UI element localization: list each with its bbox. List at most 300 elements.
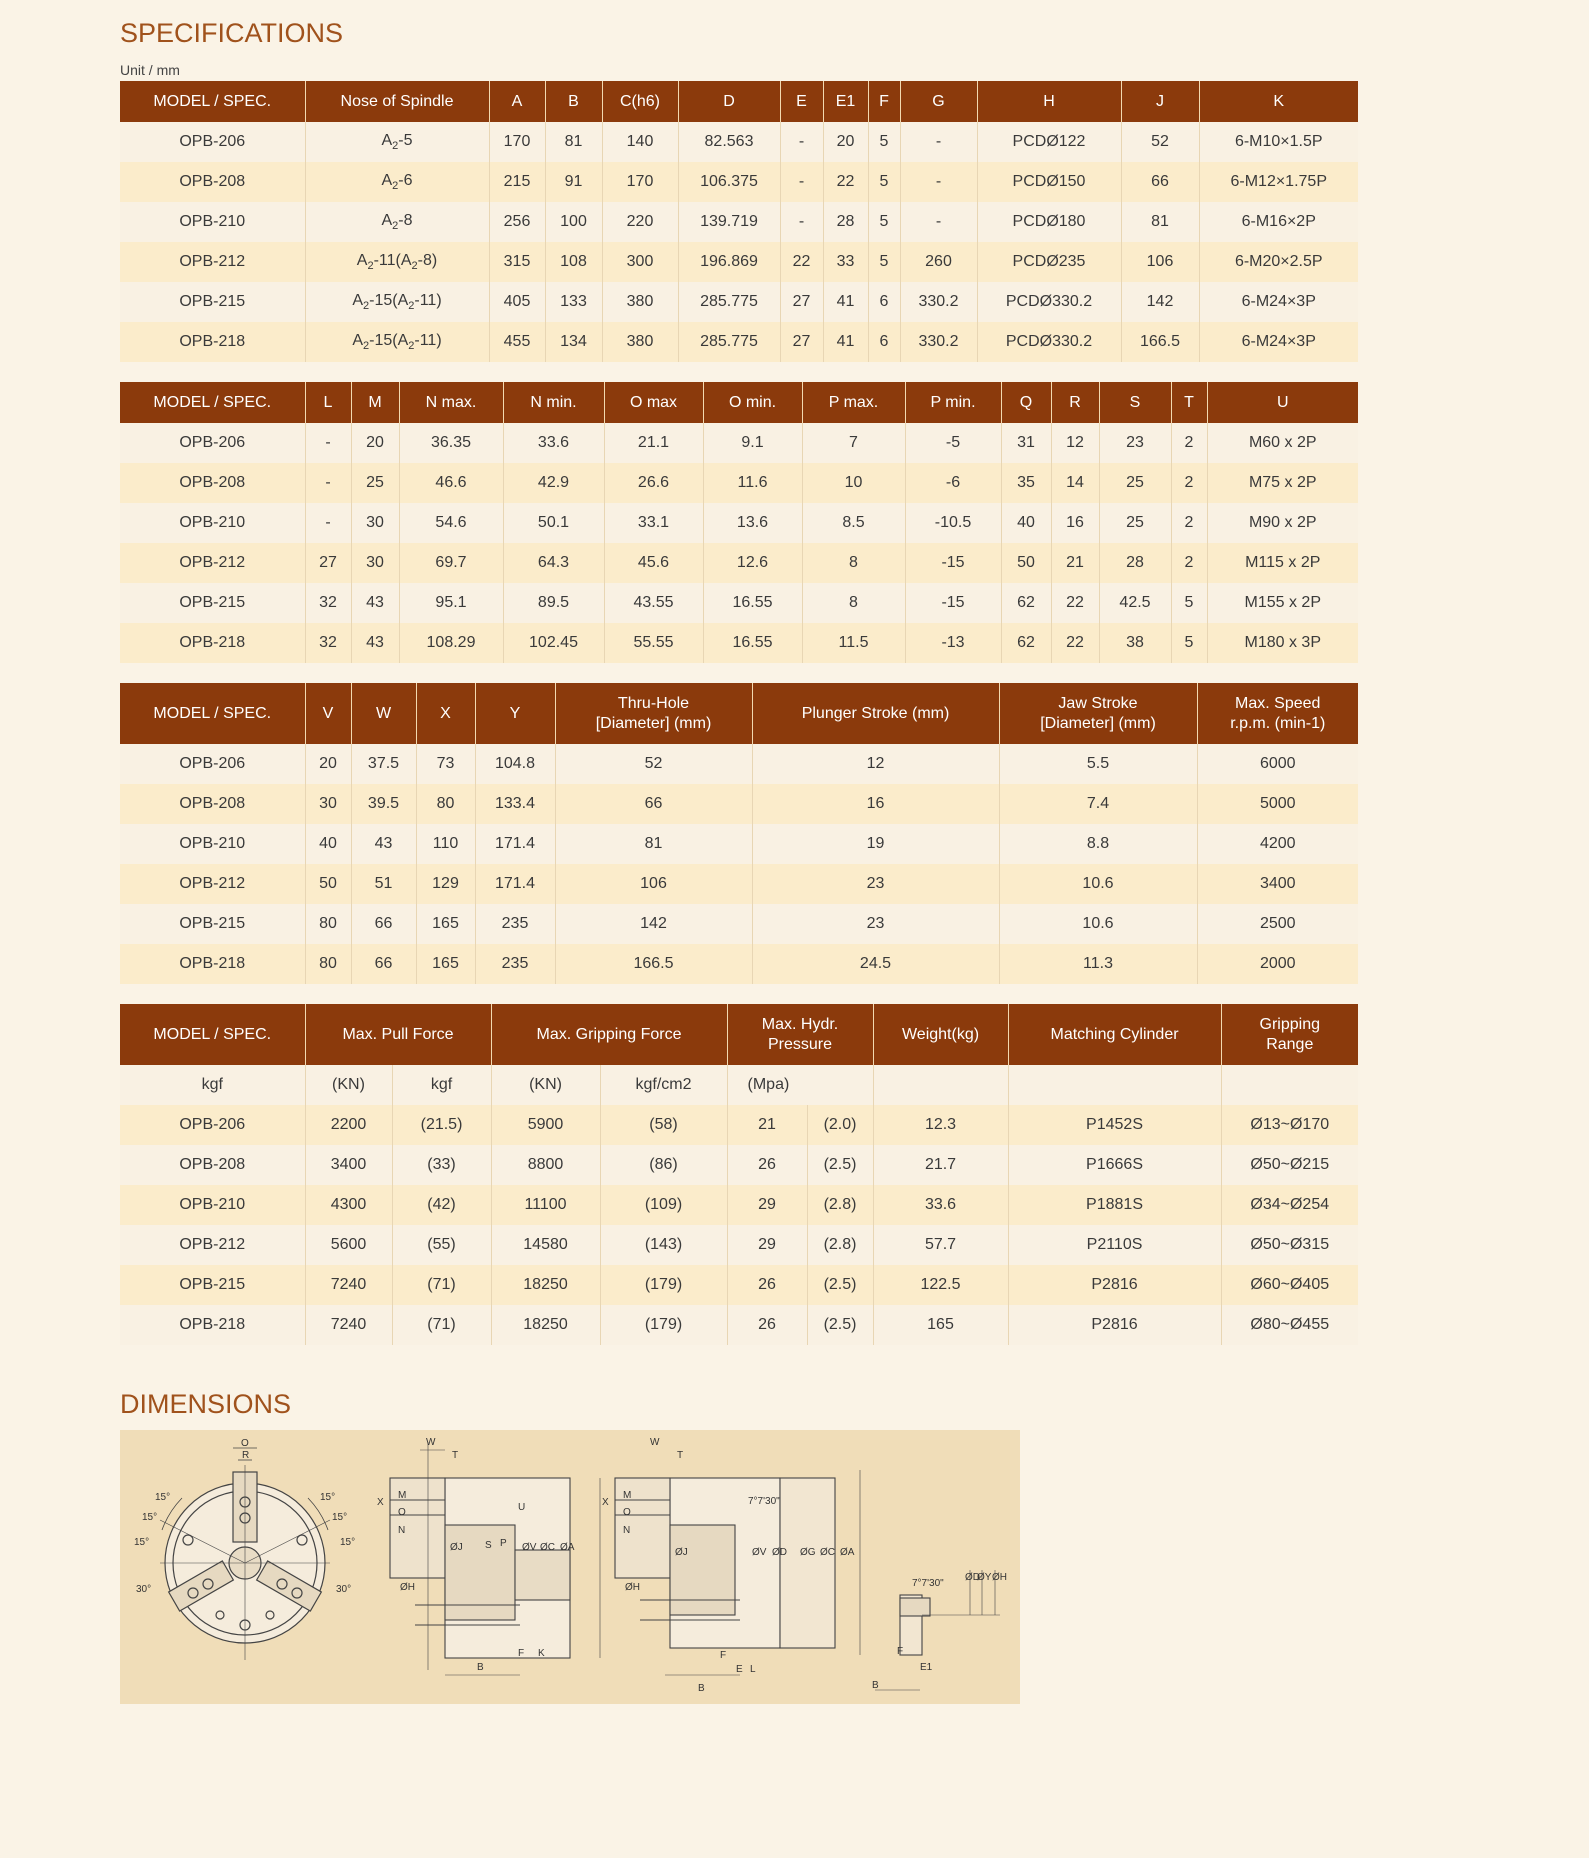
- table-row: [120, 282, 1358, 322]
- label-H: ØH: [992, 1572, 1007, 1583]
- table-cell: 27: [305, 543, 351, 583]
- table-cell: 27: [780, 322, 823, 362]
- table-cell: 142: [555, 904, 752, 944]
- table-cell: 104.8: [475, 744, 555, 784]
- table-cell: 80: [305, 904, 351, 944]
- specifications-title: SPECIFICATIONS: [120, 18, 344, 48]
- label-X: X: [602, 1497, 609, 1508]
- table-row: [120, 1185, 1358, 1225]
- table-row: [120, 202, 1358, 242]
- label-A: ØA: [840, 1547, 855, 1558]
- label-P: P: [500, 1538, 507, 1549]
- model-cell: OPB-208: [120, 784, 305, 824]
- label-V: ØV: [522, 1542, 537, 1553]
- table-cell: 122.5: [873, 1265, 1008, 1305]
- table-cell: -: [305, 423, 351, 463]
- unit-cell: [1221, 1065, 1358, 1105]
- table-cell: 13.6: [703, 503, 802, 543]
- table-cell: $A_2-15(A_2-11)$: [305, 322, 489, 362]
- header-cell: Q: [1001, 382, 1051, 423]
- table-cell: 43: [351, 623, 399, 663]
- table-cell: $A_2-5$: [305, 122, 489, 162]
- table-cell: 8: [802, 543, 905, 583]
- table-cell: 108.29: [399, 623, 503, 663]
- model-cell: OPB-215: [120, 904, 305, 944]
- table-cell: 29: [727, 1185, 807, 1225]
- table-cell: 5: [868, 122, 900, 162]
- table-cell: 5: [868, 242, 900, 282]
- table-cell: 81: [545, 122, 602, 162]
- header-cell: L: [305, 382, 351, 423]
- table-row: [120, 1225, 1358, 1265]
- table-cell: 81: [555, 824, 752, 864]
- label-W: W: [426, 1437, 436, 1448]
- table-cell: (143): [600, 1225, 727, 1265]
- table-cell: 134: [545, 322, 602, 362]
- header-cell: Nose of Spindle: [305, 81, 489, 122]
- label-R: R: [242, 1450, 250, 1461]
- header-cell: J: [1121, 81, 1199, 122]
- table-cell: Ø13~Ø170: [1221, 1105, 1358, 1145]
- table-row: [120, 1105, 1358, 1145]
- table-cell: 10: [802, 463, 905, 503]
- table-cell: 16: [1051, 503, 1099, 543]
- dimensions-drawing: [120, 1430, 1020, 1704]
- table-cell: 50.1: [503, 503, 604, 543]
- table-cell: 36.35: [399, 423, 503, 463]
- table-row: [120, 242, 1358, 282]
- table-cell: 66: [555, 784, 752, 824]
- table-cell: Ø50~Ø215: [1221, 1145, 1358, 1185]
- table-cell: 260: [900, 242, 977, 282]
- unit-cell: kgf/cm2: [600, 1065, 727, 1105]
- header-cell: X: [416, 683, 475, 744]
- table-cell: 66: [351, 904, 416, 944]
- table-cell: 95.1: [399, 583, 503, 623]
- table-cell: 10.6: [999, 904, 1197, 944]
- header-cell: [555, 683, 752, 744]
- table-cell: 5: [1171, 583, 1207, 623]
- table-cell: (71): [392, 1265, 491, 1305]
- table-cell: 5.5: [999, 744, 1197, 784]
- table-cell: PCDØ150: [977, 162, 1121, 202]
- table-cell: (55): [392, 1225, 491, 1265]
- table-cell: 20: [305, 744, 351, 784]
- table-cell: 55.55: [604, 623, 703, 663]
- label-J: ØJ: [675, 1547, 688, 1558]
- table-row: [120, 944, 1358, 984]
- header-cell: Matching Cylinder: [1008, 1004, 1221, 1065]
- label-O: O: [241, 1438, 249, 1449]
- table-cell: -15: [905, 543, 1001, 583]
- model-cell: OPB-208: [120, 1145, 305, 1185]
- table-cell: 30: [351, 503, 399, 543]
- table-cell: -: [900, 122, 977, 162]
- table-cell: 25: [351, 463, 399, 503]
- header-cell: [1221, 1004, 1358, 1065]
- header-line: Gripping: [1259, 1015, 1320, 1033]
- header-cell: Max. Pull Force: [305, 1004, 491, 1065]
- table-cell: 4200: [1197, 824, 1358, 864]
- table-cell: P1666S: [1008, 1145, 1221, 1185]
- model-cell: OPB-215: [120, 1265, 305, 1305]
- label-angle: 7°7'30": [748, 1496, 780, 1507]
- table-cell: 5900: [491, 1105, 600, 1145]
- table-row: [120, 1265, 1358, 1305]
- spec-table-4: [120, 1004, 1358, 1345]
- model-cell: OPB-210: [120, 824, 305, 864]
- header-cell: Max. Gripping Force: [491, 1004, 727, 1065]
- table-cell: (21.5): [392, 1105, 491, 1145]
- table-row: [120, 583, 1358, 623]
- table-row: [120, 623, 1358, 663]
- header-line: Thru-Hole: [617, 694, 690, 712]
- table-cell: 62: [1001, 583, 1051, 623]
- table-cell: P2816: [1008, 1305, 1221, 1345]
- header-cell: R: [1051, 382, 1099, 423]
- unit-label: Unit / mm: [120, 62, 180, 78]
- table-cell: M75 x 2P: [1207, 463, 1358, 503]
- header-cell: A: [489, 81, 545, 122]
- table-cell: 32: [305, 623, 351, 663]
- table-cell: 39.5: [351, 784, 416, 824]
- table-row: [120, 864, 1358, 904]
- table-cell: $A_2-15(A_2-11)$: [305, 282, 489, 322]
- table-cell: 35: [1001, 463, 1051, 503]
- table-cell: 7: [802, 423, 905, 463]
- table-cell: 315: [489, 242, 545, 282]
- table-cell: 7240: [305, 1265, 392, 1305]
- table-cell: 42.9: [503, 463, 604, 503]
- table-cell: 54.6: [399, 503, 503, 543]
- table-cell: 11100: [491, 1185, 600, 1225]
- table-cell: 38: [1099, 623, 1171, 663]
- table-cell: 165: [873, 1305, 1008, 1345]
- table-cell: $A_2-11(A_2-8)$: [305, 242, 489, 282]
- table-row: [120, 1145, 1358, 1185]
- table-cell: 2: [1171, 503, 1207, 543]
- table-cell: -: [900, 202, 977, 242]
- header-cell: C(h6): [602, 81, 678, 122]
- table-cell: 4300: [305, 1185, 392, 1225]
- header-line: Pressure: [768, 1035, 833, 1053]
- table-cell: 43: [351, 824, 416, 864]
- table-cell: 2200: [305, 1105, 392, 1145]
- table-cell: 380: [602, 322, 678, 362]
- table-body: [120, 744, 1358, 984]
- model-cell: OPB-206: [120, 1105, 305, 1145]
- table-cell: 171.4: [475, 864, 555, 904]
- header-cell: S: [1099, 382, 1171, 423]
- table-cell: 12: [1051, 423, 1099, 463]
- table-cell: 405: [489, 282, 545, 322]
- header-cell: H: [977, 81, 1121, 122]
- header-cell: W: [351, 683, 416, 744]
- table-cell: 26.6: [604, 463, 703, 503]
- table-cell: (33): [392, 1145, 491, 1185]
- table-cell: 8.8: [999, 824, 1197, 864]
- table-cell: M90 x 2P: [1207, 503, 1358, 543]
- table-cell: 129: [416, 864, 475, 904]
- table-cell: 3400: [305, 1145, 392, 1185]
- table-cell: 5: [868, 202, 900, 242]
- table-cell: 18250: [491, 1265, 600, 1305]
- table-cell: (42): [392, 1185, 491, 1225]
- label-15deg: 15°: [340, 1537, 356, 1548]
- table-header-row: [120, 81, 1358, 122]
- header-cell: E1: [823, 81, 868, 122]
- table-cell: $A_2-8$: [305, 202, 489, 242]
- label-H: ØH: [400, 1582, 415, 1593]
- model-cell: OPB-218: [120, 322, 305, 362]
- table-row: [120, 162, 1358, 202]
- table-cell: 52: [555, 744, 752, 784]
- label-E1: E1: [920, 1662, 933, 1673]
- header-cell: G: [900, 81, 977, 122]
- table-cell: 330.2: [900, 282, 977, 322]
- table-cell: 69.7: [399, 543, 503, 583]
- model-cell: OPB-208: [120, 463, 305, 503]
- table-cell: (179): [600, 1305, 727, 1345]
- unit-cell: kgf: [120, 1065, 305, 1105]
- table-cell: 170: [489, 122, 545, 162]
- table-body: [120, 1105, 1358, 1345]
- table-cell: -13: [905, 623, 1001, 663]
- table-cell: 43.55: [604, 583, 703, 623]
- table-cell: 2500: [1197, 904, 1358, 944]
- table-cell: 91: [545, 162, 602, 202]
- table-cell: Ø60~Ø405: [1221, 1265, 1358, 1305]
- table-cell: 6: [868, 322, 900, 362]
- table-cell: -10.5: [905, 503, 1001, 543]
- header-cell: Y: [475, 683, 555, 744]
- table-header-row: [120, 382, 1358, 423]
- header-cell: P max.: [802, 382, 905, 423]
- table-cell: 6000: [1197, 744, 1358, 784]
- table-cell: 5: [1171, 623, 1207, 663]
- label-B: B: [698, 1683, 705, 1694]
- header-cell: M: [351, 382, 399, 423]
- table-cell: -: [780, 162, 823, 202]
- table-cell: (2.5): [807, 1305, 873, 1345]
- table-cell: 330.2: [900, 322, 977, 362]
- table-cell: 6-M24×3P: [1199, 322, 1358, 362]
- header-line: Jaw Stroke: [1058, 694, 1138, 712]
- table-cell: 12.6: [703, 543, 802, 583]
- header-cell: MODEL / SPEC.: [120, 1004, 305, 1065]
- table-cell: PCDØ180: [977, 202, 1121, 242]
- label-15deg: 15°: [332, 1512, 348, 1523]
- header-cell: F: [868, 81, 900, 122]
- table-cell: 165: [416, 944, 475, 984]
- table-cell: 166.5: [1121, 322, 1199, 362]
- table-cell: PCDØ330.2: [977, 322, 1121, 362]
- label-L: L: [750, 1664, 756, 1675]
- table-row: [120, 543, 1358, 583]
- table-cell: 108: [545, 242, 602, 282]
- table-cell: 23: [1099, 423, 1171, 463]
- table-row: [120, 463, 1358, 503]
- table-cell: 171.4: [475, 824, 555, 864]
- table-cell: 33.6: [873, 1185, 1008, 1225]
- table-cell: 140: [602, 122, 678, 162]
- table-cell: 2: [1171, 463, 1207, 503]
- table-cell: (58): [600, 1105, 727, 1145]
- label-N: N: [398, 1525, 406, 1536]
- table-cell: 220: [602, 202, 678, 242]
- table-cell: 22: [1051, 623, 1099, 663]
- table-row: [120, 503, 1358, 543]
- table-cell: 21.1: [604, 423, 703, 463]
- label-W: W: [650, 1437, 660, 1448]
- table-cell: 30: [305, 784, 351, 824]
- table-cell: 133.4: [475, 784, 555, 824]
- table-cell: 41: [823, 282, 868, 322]
- table-cell: 166.5: [555, 944, 752, 984]
- table-cell: 106: [1121, 242, 1199, 282]
- table-cell: M180 x 3P: [1207, 623, 1358, 663]
- header-cell: T: [1171, 382, 1207, 423]
- table-cell: 20: [823, 122, 868, 162]
- spec-table-3: [120, 683, 1358, 984]
- table-cell: 62: [1001, 623, 1051, 663]
- table-cell: 11.5: [802, 623, 905, 663]
- label-F: F: [897, 1646, 904, 1657]
- table-cell: 9.1: [703, 423, 802, 463]
- unit-row: [120, 1065, 1358, 1105]
- model-cell: OPB-212: [120, 543, 305, 583]
- chuck-side-section-2: [615, 1470, 860, 1675]
- table-cell: 33.1: [604, 503, 703, 543]
- table-cell: 16: [752, 784, 999, 824]
- model-cell: OPB-206: [120, 744, 305, 784]
- chuck-side-section-1: [390, 1442, 600, 1675]
- label-S: S: [485, 1540, 492, 1551]
- label-15deg: 15°: [134, 1537, 150, 1548]
- table-cell: 20: [351, 423, 399, 463]
- table-cell: $A_2-6$: [305, 162, 489, 202]
- table-cell: (2.0): [807, 1105, 873, 1145]
- model-cell: OPB-206: [120, 122, 305, 162]
- table-cell: 73: [416, 744, 475, 784]
- table-cell: (109): [600, 1185, 727, 1225]
- table-cell: M60 x 2P: [1207, 423, 1358, 463]
- table-cell: 26: [727, 1145, 807, 1185]
- table-cell: 11.6: [703, 463, 802, 503]
- table-cell: 57.7: [873, 1225, 1008, 1265]
- header-cell: O min.: [703, 382, 802, 423]
- table-cell: 196.869: [678, 242, 780, 282]
- table-cell: -: [780, 202, 823, 242]
- table-cell: 22: [780, 242, 823, 282]
- label-K: K: [538, 1648, 545, 1659]
- label-N: N: [623, 1525, 631, 1536]
- table-cell: 25: [1099, 503, 1171, 543]
- label-T: T: [677, 1450, 684, 1461]
- header-line: Range: [1266, 1035, 1314, 1053]
- table-cell: 22: [1051, 583, 1099, 623]
- table-cell: 5000: [1197, 784, 1358, 824]
- header-cell: N min.: [503, 382, 604, 423]
- header-line: [Diameter] (mm): [595, 714, 712, 732]
- model-cell: OPB-210: [120, 202, 305, 242]
- table-cell: 6-M10×1.5P: [1199, 122, 1358, 162]
- header-cell: Weight(kg): [873, 1004, 1008, 1065]
- unit-cell: (Mpa): [727, 1065, 873, 1105]
- header-cell: E: [780, 81, 823, 122]
- table-cell: 14580: [491, 1225, 600, 1265]
- unit-cell: (KN): [305, 1065, 392, 1105]
- table-cell: 21: [1051, 543, 1099, 583]
- header-cell: [1197, 683, 1358, 744]
- unit-cell: [873, 1065, 1008, 1105]
- table-cell: P2110S: [1008, 1225, 1221, 1265]
- table-cell: 81: [1121, 202, 1199, 242]
- label-30deg: 30°: [136, 1584, 152, 1595]
- model-cell: OPB-208: [120, 162, 305, 202]
- unit-cell: [1008, 1065, 1221, 1105]
- table-row: [120, 423, 1358, 463]
- table-cell: 142: [1121, 282, 1199, 322]
- table-cell: 7.4: [999, 784, 1197, 824]
- table-cell: -15: [905, 583, 1001, 623]
- header-cell: MODEL / SPEC.: [120, 382, 305, 423]
- table-body: [120, 423, 1358, 663]
- table-cell: 25: [1099, 463, 1171, 503]
- label-B: B: [872, 1680, 879, 1691]
- table-row: [120, 824, 1358, 864]
- table-cell: 6-M16×2P: [1199, 202, 1358, 242]
- table-cell: 37.5: [351, 744, 416, 784]
- table-cell: 21: [727, 1105, 807, 1145]
- table-cell: 33: [823, 242, 868, 282]
- label-F: F: [720, 1650, 727, 1661]
- table-cell: 46.6: [399, 463, 503, 503]
- table-cell: 16.55: [703, 623, 802, 663]
- table-cell: 6: [868, 282, 900, 322]
- model-cell: OPB-206: [120, 423, 305, 463]
- model-cell: OPB-212: [120, 242, 305, 282]
- table-cell: 8: [802, 583, 905, 623]
- table-cell: 256: [489, 202, 545, 242]
- table-cell: -: [305, 503, 351, 543]
- table-cell: 51: [351, 864, 416, 904]
- table-row: [120, 904, 1358, 944]
- table-row: [120, 1305, 1358, 1345]
- table-cell: 139.719: [678, 202, 780, 242]
- model-cell: OPB-210: [120, 1185, 305, 1225]
- table-cell: 16.55: [703, 583, 802, 623]
- table-header-row: [120, 683, 1358, 744]
- table-cell: 50: [1001, 543, 1051, 583]
- label-O: O: [623, 1507, 631, 1518]
- label-E: E: [736, 1664, 743, 1675]
- table-cell: 43: [351, 583, 399, 623]
- table-cell: M115 x 2P: [1207, 543, 1358, 583]
- label-V: ØV: [752, 1547, 767, 1558]
- table-cell: 14: [1051, 463, 1099, 503]
- table-cell: P2816: [1008, 1265, 1221, 1305]
- header-cell: B: [545, 81, 602, 122]
- model-cell: OPB-212: [120, 864, 305, 904]
- table-cell: 300: [602, 242, 678, 282]
- table-cell: 5600: [305, 1225, 392, 1265]
- unit-cell: (KN): [491, 1065, 600, 1105]
- table-cell: (71): [392, 1305, 491, 1345]
- table-cell: -6: [905, 463, 1001, 503]
- model-cell: OPB-215: [120, 583, 305, 623]
- table-cell: 8.5: [802, 503, 905, 543]
